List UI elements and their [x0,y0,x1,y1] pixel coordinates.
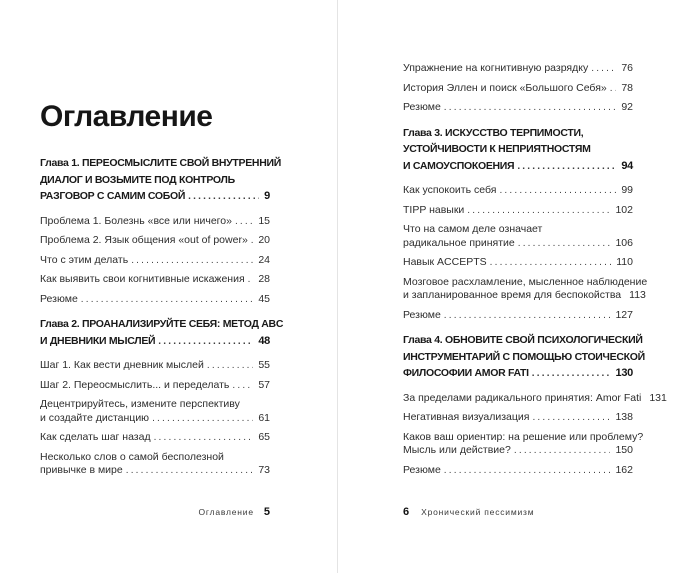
toc-entry [403,464,633,478]
footer-book-title: Хронический пессимизм [421,507,535,517]
toc-chapter-heading [40,155,281,206]
entry-label: Негативная визуализация [403,411,530,423]
entry-page-number: 57 [258,378,270,391]
dot-leader [610,82,617,96]
entry-page-number: 113 [629,289,646,301]
entry-label: Навык ACCEPTS [403,256,487,268]
dot-leader [499,184,616,198]
entry-page-number: 99 [621,184,633,196]
dot-leader [188,188,259,206]
toc-chapter-heading [40,316,284,350]
dot-leader [517,158,616,176]
entry-page-number: 78 [621,81,633,94]
entry-label: радикальное принятие [403,236,515,249]
entry-page-number: 131 [649,391,667,404]
toc-entry [40,293,270,307]
dot-leader [131,254,253,268]
chapter-heading-line: Глава 2. ПРОАНАЛИЗИРУЙТЕ СЕБЯ: МЕТОД ABC [40,318,284,330]
footer-page-number: 6 [403,506,410,518]
entry-label-line: Несколько слов о самой бесполезной [40,450,224,463]
entry-label-line: Мозговое расхламление, мысленное наблюдение [403,275,648,288]
entry-label: и запланированное время для беспокойства [403,289,622,301]
entry-page-number: 24 [258,253,270,266]
dot-leader [248,273,254,287]
entry-page-number: 15 [258,214,270,227]
entry-label: Проблема 1. Болезнь «все или ничего» [40,214,232,227]
chapter-heading-line: УСТОЙЧИВОСТИ К НЕПРИЯТНОСТЯМ [403,143,591,155]
entry-page-number: 150 [615,444,633,456]
footer-page-number: 5 [263,506,270,518]
toc-chapter-heading [403,125,633,176]
entry-page-number: 102 [615,203,633,216]
dot-leader [207,359,253,373]
entry-label: За пределами радикального принятия: Amor Fati [403,391,642,404]
dot-leader [591,62,616,76]
toc-entry [403,101,633,115]
entry-label: Как сделать шаг назад [40,431,151,443]
entry-label: Что с этим делать [40,253,129,266]
entry-label: Как успокоить себя [403,184,497,196]
page-footer-right [403,506,534,518]
entry-label: Проблема 2. Язык общения «out of power» [40,234,248,246]
dot-leader [126,464,254,478]
toc-entry [40,254,270,268]
chapter-heading-line: Глава 1. ПЕРЕОСМЫСЛИТЕ СВОЙ ВНУТРЕННИЙ [40,157,281,169]
entry-page-number: 65 [258,431,270,443]
entry-label-line: Каков ваш ориентир: на решение или проблему? [403,430,644,443]
entry-page-number: 73 [258,464,270,476]
entry-page-number: 20 [258,234,270,246]
footer-section-label: Оглавление [198,507,254,517]
dot-leader [514,444,611,458]
dot-leader [532,365,611,383]
entry-label: Резюме [403,308,441,321]
toc-entry [403,309,633,323]
toc-entry [403,204,633,218]
dot-leader [154,431,254,445]
toc-entry [40,451,270,478]
toc-list-right [403,0,667,477]
entry-page-number: 28 [258,273,270,285]
toc-entry [40,215,270,229]
toc-entry [403,62,633,76]
entry-page-number: 127 [615,308,633,321]
chapter-page-number: 94 [621,159,633,172]
toc-entry [403,82,633,96]
toc-entry [403,256,633,270]
chapter-heading-line: РАЗГОВОР С САМИМ СОБОЙ [40,190,186,202]
entry-label: Шаг 2. Переосмыслить... и переделать [40,378,230,391]
toc-entry [40,398,270,425]
entry-label: Шаг 1. Как вести дневник мыслей [40,359,204,371]
toc-entry [40,431,270,445]
toc-entry [40,379,270,393]
dot-leader [232,379,253,393]
toc-entry [40,273,270,287]
chapter-heading-line: И ДНЕВНИКИ МЫСЛЕЙ [40,334,156,347]
dot-leader [467,204,610,218]
dot-leader [158,333,253,351]
toc-chapter-heading [403,332,645,383]
chapter-page-number: 130 [615,367,633,379]
entry-page-number: 61 [258,411,270,424]
chapter-heading-line: ФИЛОСОФИИ AMOR FATI [403,367,529,379]
toc-entry [403,184,633,198]
chapter-heading-line: ДИАЛОГ И ВОЗЬМИТЕ ПОД КОНТРОЛЬ [40,173,235,186]
entry-page-number: 162 [615,463,633,476]
toc-entry [403,275,648,303]
chapter-page-number: 48 [258,334,270,347]
dot-leader [532,411,610,425]
entry-label: Упражнение на когнитивную разрядку [403,62,589,74]
page-gutter-divider [337,0,338,573]
page-title: Оглавление [40,100,213,133]
chapter-heading-line: Глава 3. ИСКУССТВО ТЕРПИМОСТИ, [403,126,584,139]
dot-leader [518,237,611,251]
dot-leader [251,234,254,248]
entry-page-number: 106 [615,236,633,249]
dot-leader [490,256,612,270]
entry-label: Мысль или действие? [403,444,511,456]
dot-leader [444,464,611,478]
chapter-heading-line: И САМОУСПОКОЕНИЯ [403,159,515,172]
entry-label: Резюме [40,292,78,305]
toc-entry [40,359,270,373]
dot-leader [235,215,253,229]
toc-entry [403,430,644,458]
toc-entry [403,391,667,406]
entry-label: и создайте дистанцию [40,411,150,424]
dot-leader [81,293,254,307]
entry-label-line: Что на самом деле означает [403,223,543,235]
entry-label: привычке в мире [40,464,123,476]
dot-leader [444,101,617,115]
toc-entry [40,234,270,248]
entry-page-number: 92 [621,101,633,113]
dot-leader [152,412,253,426]
chapter-heading-line: Глава 4. ОБНОВИТЕ СВОЙ ПСИХОЛОГИЧЕСКИЙ [403,334,643,346]
page-footer-left [198,506,270,518]
dot-leader [444,309,611,323]
entry-label: Как выявить свои когнитивные искажения [40,273,245,285]
toc-page-left [40,0,284,573]
entry-label: История Эллен и поиск «Большого Себя» [403,81,607,94]
entry-label: TIPP навыки [403,203,465,216]
entry-page-number: 55 [258,359,270,371]
toc-list-left [40,155,284,478]
chapter-heading-line: ИНСТРУМЕНТАРИЙ С ПОМОЩЬЮ СТОИЧЕСКОЙ [403,350,645,363]
entry-page-number: 45 [258,292,270,305]
entry-page-number: 138 [615,411,633,423]
toc-page-right [403,0,667,573]
entry-label: Резюме [403,101,441,113]
entry-label-line: Децентрируйтесь, измените перспективу [40,398,240,410]
entry-label: Резюме [403,463,441,476]
toc-entry [403,411,633,425]
entry-page-number: 76 [621,62,633,74]
toc-entry [403,223,633,250]
entry-page-number: 110 [616,256,633,268]
chapter-page-number: 9 [264,190,270,202]
